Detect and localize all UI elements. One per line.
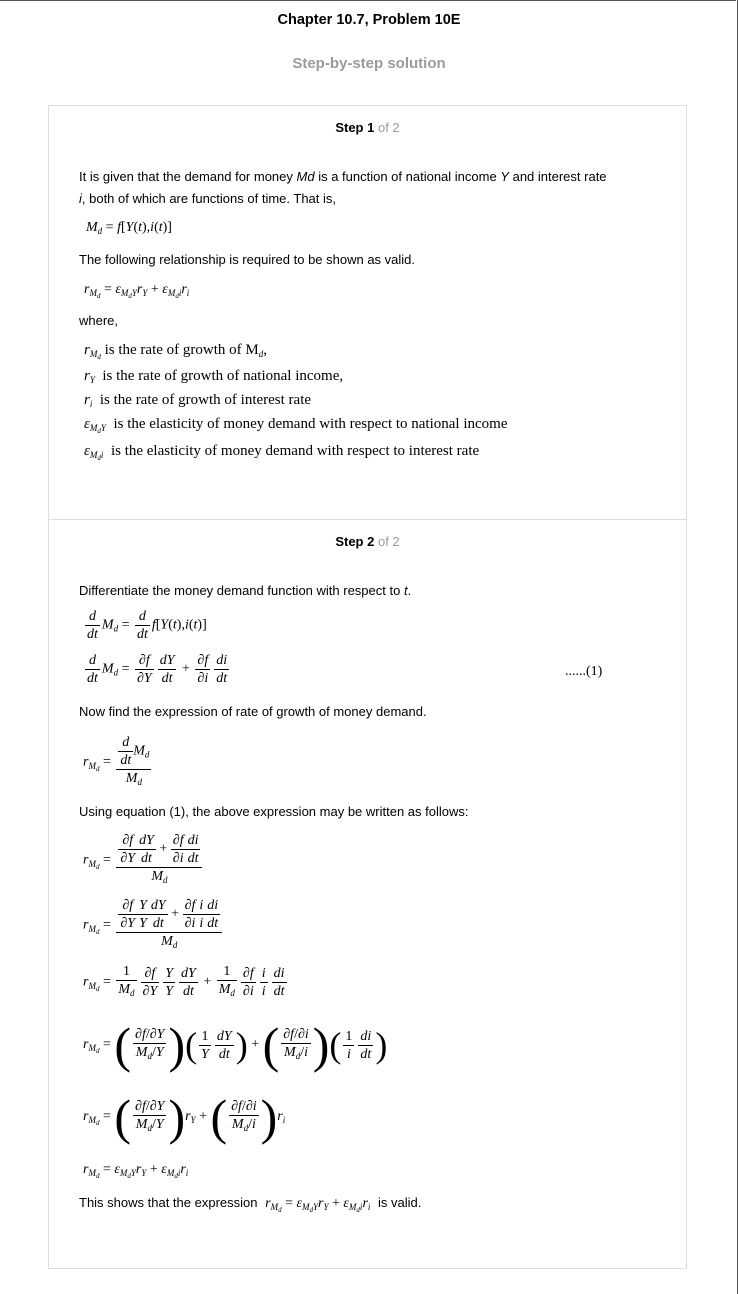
step-2-of: of 2 bbox=[377, 534, 400, 549]
step-1-of: of 2 bbox=[377, 120, 400, 135]
definition-ri: $r_i$ is the rate of growth of interest rate bbox=[84, 392, 312, 409]
intro-line-1: It is given that the demand for money Md is a function of national income Y and interest rate bbox=[79, 169, 607, 184]
step-2-diff-text: Differentiate the money demand function with respect to t. bbox=[79, 583, 412, 598]
step-2-header bbox=[49, 534, 686, 549]
step-2-using-text: Using equation (1), the above expression may be written as follows: bbox=[79, 804, 469, 819]
page-title: Chapter 10.7, Problem 10E bbox=[277, 12, 461, 28]
definition-elasticity-i: $\varepsilon_{M_di}$ is the elasticity of money demand with respect to interest rate bbox=[84, 443, 480, 462]
equation-elasticity-rates: $r_{M_d}$ = ( $\frac{\partial f/\partial Y}{M_d/Y}$ )$r_Y$ + ( $\frac{\partial f/\partial i}{M_d/i}$ )$r_i$ bbox=[83, 1089, 286, 1145]
definition-elasticity-i-text: is the elasticity of money demand with respect to interest rate bbox=[110, 443, 480, 459]
step-2-find-text: Now find the expression of rate of growth of money demand. bbox=[79, 704, 427, 719]
definition-elasticity-y-text: is the elasticity of money demand with respect to national income bbox=[113, 416, 508, 432]
step-2-conclusion bbox=[79, 1192, 669, 1221]
equation-substitution-1: $r_{M_d}$ = $\frac{\partial f}{\partial Y}$ $\frac{dY}{dt}$ + $\frac{\partial f}{\partial i}$ $\frac{di}{dt}$ $M_d$ bbox=[83, 832, 204, 889]
step-1-required-text: The following relationship is required to be shown as valid. bbox=[79, 252, 416, 267]
step-1-card bbox=[48, 105, 687, 520]
definition-rmd: $r_{M_d}$ is the rate of growth of $M_d$, bbox=[84, 342, 267, 361]
step-1-header bbox=[49, 120, 686, 135]
step-2-label: Step 2 bbox=[335, 534, 375, 549]
step-1-label: Step 1 bbox=[335, 120, 375, 135]
equation-money-demand: $M_d = f[Y(t),i(t)]$ bbox=[86, 220, 172, 236]
equation-substitution-3: $r_{M_d}$ = $\frac{1}{M_d}$ $\frac{\partial f}{\partial Y}$ $\frac{Y}{Y}$ $\frac{dY}{dt}$ + $\frac{1}{M_d}$ $\frac{\partial f}{\partial i}$ $\frac{i}{i}$ $\frac{di}{dt}$ bbox=[83, 964, 285, 999]
definition-ri-text: is the rate of growth of interest rate bbox=[99, 392, 312, 408]
definition-ry: $r_Y$ is the rate of growth of national income, bbox=[84, 368, 344, 385]
equation-derivative-1: $\frac{d}{dt}$ $M_d$ = $\frac{d}{dt}$ f[Y(t),i(t)] bbox=[87, 609, 207, 642]
intro-line-2: i, both of which are functions of time. That is, bbox=[79, 191, 336, 206]
equation-number-1: ......(1) bbox=[565, 664, 603, 679]
definition-elasticity-y: $\varepsilon_{M_dY}$ is the elasticity of money demand with respect to national income bbox=[84, 416, 508, 435]
equation-elasticity-form: $r_{M_d}$ = ( $\frac{\partial f/\partial Y}{M_d/Y}$ )( $\frac{1}{Y}$ $\frac{dY}{dt}$ ) + ( $\frac{\partial f/\partial i}{M_d/i}$ )( $\frac{1}{i}$ $\frac{di}{dt}$ ) bbox=[83, 1017, 388, 1073]
step-1-where: where, bbox=[79, 313, 119, 328]
equation-growth-rate: $r_{M_d}$ = $\frac{d}{dt}$ $M_d$ $M_d$ bbox=[83, 735, 150, 787]
page-top-border bbox=[0, 0, 736, 1]
equation-final-result: $r_{M_d} = \varepsilon_{M_dY}r_Y + \varepsilon_{M_di}r_i$ bbox=[83, 1162, 189, 1180]
definition-rmd-text: is the rate of growth of M bbox=[104, 342, 259, 358]
conclusion-after: is valid. bbox=[378, 1195, 422, 1210]
equation-derivative-2: $\frac{d}{dt}$ $M_d$ = $\frac{\partial f}{\partial Y}$ $\frac{dY}{dt}$ + $\frac{\partial f}{\partial i}$ $\frac{di}{dt}$ bbox=[87, 653, 228, 686]
step-1-intro bbox=[79, 166, 669, 210]
conclusion-before: This shows that the expression bbox=[79, 1195, 258, 1210]
conclusion-formula: $r_{M_d} = \varepsilon_{M_dY}r_Y + \varepsilon_{M_di}r_i$ bbox=[265, 1196, 371, 1214]
equation-target-relation: $r_{M_d} = \varepsilon_{M_dY}r_Y + \varepsilon_{M_di}r_i$ bbox=[84, 282, 190, 300]
definition-ry-text: is the rate of growth of national income, bbox=[102, 368, 344, 384]
equation-substitution-2: $r_{M_d}$ = $\frac{\partial f}{\partial Y}$ $\frac{Y}{Y}$ $\frac{dY}{dt}$ + $\frac{\partial f}{\partial i}$ $\frac{i}{i}$ $\frac{di}{dt}$ $M_d$ bbox=[83, 897, 224, 954]
page-subtitle: Step-by-step solution bbox=[292, 55, 446, 72]
step-2-card bbox=[48, 519, 687, 1269]
